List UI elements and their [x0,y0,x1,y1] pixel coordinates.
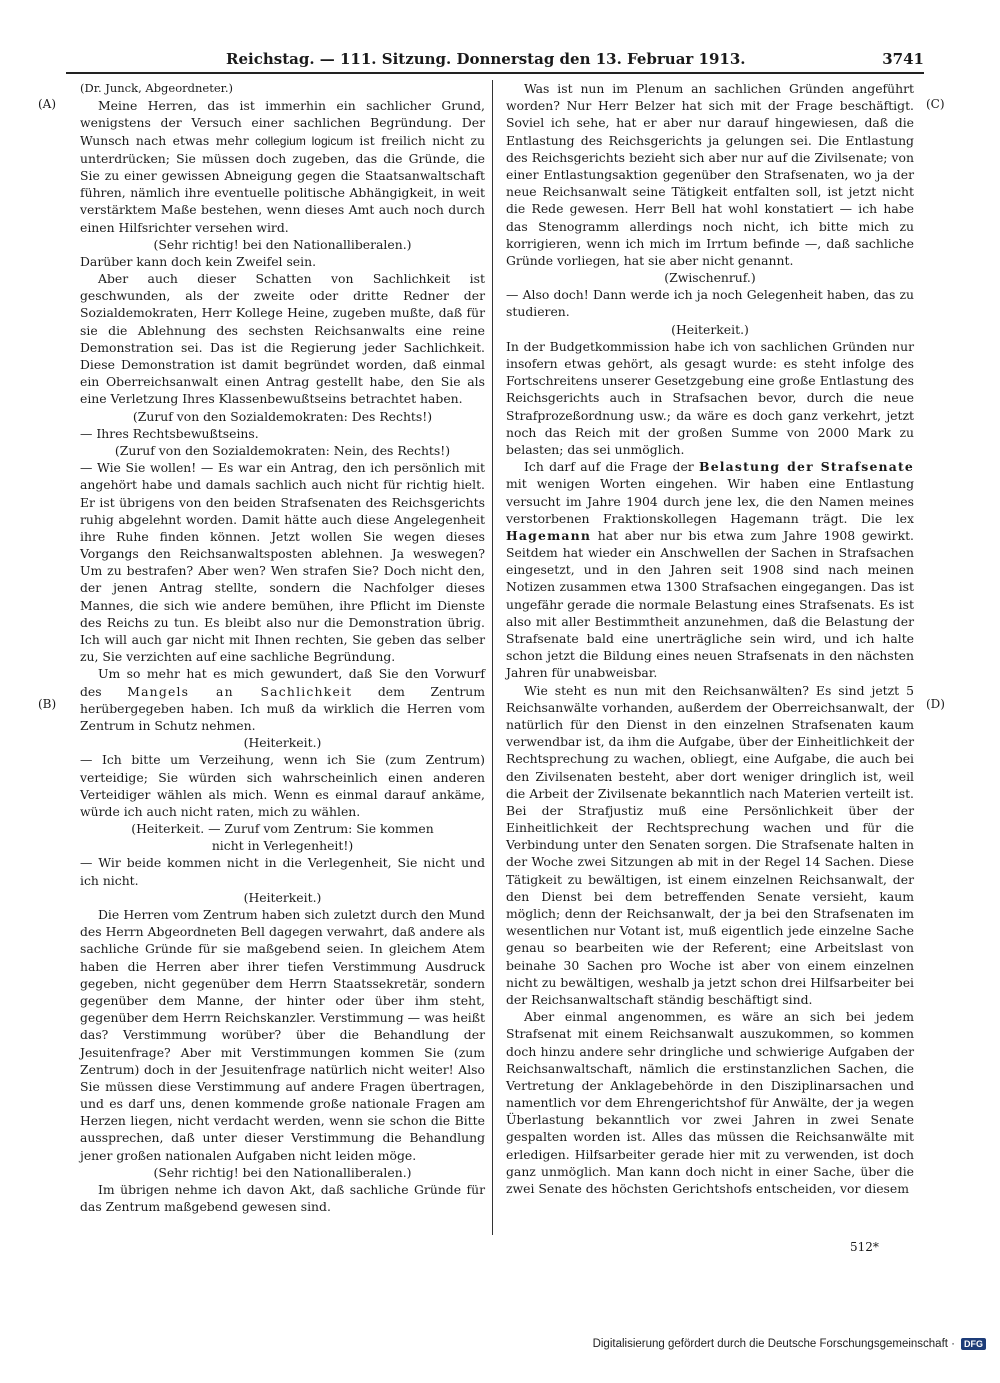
paragraph [80,97,485,236]
page-header [66,50,924,72]
dfg-logo-icon: DFG [961,1338,986,1350]
interjection: (Heiterkeit.) [671,321,749,337]
paragraph: — Wie Sie wollen! — Es war ein Antrag, den ich persönlich mit angehört habe und damals sachlich auch nicht für richtig hielt. Er ist übrigens von den beiden Strafsenaten des Reichsgerichts ruhig abgelehnt worden. Damit hätte auch diese Angelegenheit ihre Ruhe finden können. Jetzt wollen Sie wegen dieses Vorgangs den Reichsanwaltsposten ablehnen. Ja weswegen? Um zu bestrafen? Aber wen? Wen strafen Sie? Doch nicht den, der jenen Antrag stellte, sondern die Nachfolger dieses Mannes, die sich wie andere bemühen, ihre Pflicht im Dienste des Reichs zu tun. Es bleibt also nur die Demonstration übrig. Ich will auch gar nicht mit Ihnen rechten, Sie geben das selber zu, Sie verzichten auf eine sachliche Begründung. [80,460,485,665]
emphasis: Mangels an Sachlichkeit [127,683,353,699]
interjection: (Heiterkeit.) [243,889,322,905]
paragraph: Aber auch dieser Schatten von Sachlichkeit ist geschwunden, als der zweite oder dritte Redner der Sozialdemokraten, Herr Kollege Heine, zugeben mußte, daß für sie die Ablehnung des sechsten Reichsanwalts eine reine Demonstration sei. Das ist die Regierung jeder Sachlichkeit. Diese Demonstration ist damit begründet worden, daß einmal ein Oberreichsanwalt einen Antrag gestellt habe, den Sie als eine Verletzung Ihres Klassenbewußtseins betrachtet haben. [80,271,485,407]
paragraph [80,665,485,734]
speaker-line: (Dr. Junck, Abgeordneter.) [80,81,234,95]
column-divider [492,80,493,1235]
paragraph: — Also doch! Dann werde ich ja noch Gelegenheit haben, das zu studieren. [506,287,914,320]
paragraph: Aber einmal angenommen, es wäre an sich bei jedem Strafsenat mit einem Reichsanwalt auszukommen, so kommen doch hinzu andere sehr dringliche und schwierige Aufgaben der Reichsanwaltschaft, nämlich die erstinstanzlichen Sachen, die Vertretung der Anklagebehörde in den Disziplinarsachen und namentlich vor dem Ehrengerichtshof für Anwälte, der ja wegen Überlastung bekanntlich vor zwei Jahren in zwei Senate gespalten worden ist. Alles das müssen die Reichsanwälte mit erledigen. Hilfsarbeiter gerade hier mit zu verwenden, ist doch ganz unmöglich. Man kann doch nicht in einer Sache, über die zwei Senate des höchsten Gerichtshofs entscheiden, vor diesem [506,1009,914,1196]
interjection: (Heiterkeit. — Zuruf vom Zentrum: Sie kommen [131,821,434,837]
latin-phrase: collegium logicum [255,133,353,148]
text-run: Um so mehr hat es mich gewundert, daß Sie den Vorwurf des [80,666,485,699]
header-rule [66,72,924,74]
text-run: mit wenigen Worten eingehen. Wir haben eine Entlastung versucht im Jahre 1904 durch jene lex, die den Namen meines verstorbenen Fraktionskollegen Hagemann trägt. Die lex [506,476,914,526]
paragraph: — Ich bitte um Verzeihung, wenn ich Sie (zum Zentrum) verteidige; Sie würden sich wahrscheinlich einen anderen Verteidiger wählen als mich. Wenn es einmal darauf ankäme, würde ich auch nicht raten, mich zu wählen. [80,752,485,819]
footer-text: Digitalisierung gefördert durch die Deutsche Forschungsgemeinschaft · [592,1338,955,1350]
text-run: ist freilich nicht zu unterdrücken; Sie müssen doch zugeben, das die Gründe, die Sie zu einer gewissen Abneigung gegen die Staatsanwaltschaft führen, nämlich ihre eventuelle politische Abhängigkeit, in weit verstärktem Maße bestehen, wenn dieses Amt auch noch durch einen Hilfsrichter versehen wird. [80,132,486,235]
paragraph: In der Budgetkommission habe ich von sachlichen Gründen nur insofern etwas gehört, als gesagt wurde: es steht infolge des Fortschreitens unserer Gesetzgebung eine große Entlastung des Reichsgerichts auch in Strafsachen bevor, durch die neue Strafprozeßordnung usw.; da wäre es doch ganz verkehrt, jetzt noch das Reich mit der großen Summe von 2000 Mark zu belasten; das sei unmöglich. [506,338,914,457]
margin-mark-d: (D) [926,697,945,711]
text-run: hat aber nur bis etwa zum Jahre 1908 gewirkt. Seitdem hat wieder ein Anschwellen der Sachen in Strafsachen eingesetzt, und in den Jahren seit 1908 sind nach meinen Notizen zusammen etwa 1300 Strafsachen eingegangen. Das ist ungefähr gerade die normale Belastung eines Strafsenats. Es ist also mit aller Bestimmtheit anzunehmen, daß die Belastung der Strafsenate bald eine unerträgliche sein wird, und ich halte schon jetzt die Bildung eines neuen Strafsenats in den nächsten Jahren für unabweisbar. [506,527,914,681]
margin-mark-a: (A) [38,97,57,111]
text-run: dem Zentrum herübergegeben haben. Ich muß da wirklich die Herren vom Zentrum in Schutz nehmen. [80,683,485,733]
page-number: 3741 [882,50,924,68]
paragraph: Darüber kann doch kein Zweifel sein. [80,253,317,269]
interjection: (Zuruf von den Sozialdemokraten: Des Rechts!) [132,408,433,424]
interjection: (Zwischenruf.) [664,270,756,286]
right-column [506,80,914,1197]
margin-mark-b: (B) [38,697,57,711]
paragraph: Die Herren vom Zentrum haben sich zuletzt durch den Mund des Herrn Abgeordneten Bell dagegen verwahrt, daß andere als sachliche Gründe für sie maßgebend seien. In gleichem Atem haben die Herren aber ihrer tiefen Verstimmung Ausdruck gegeben, nicht gegenüber dem Herrn Staatssekretär, sondern gegenüber dem Manne, der hinter oder über ihm steht, gegenüber dem Herrn Reichskanzler. Verstimmung — was heißt das? Verstimmung worüber? über die Behandlung der Jesuitenfrage? Aber mit Verstimmungen kommen Sie (zum Zentrum) doch in der Jesuitenfrage natürlich nicht weiter! Also Sie müssen diese Verstimmung auf andere Fragen übertragen, und es darf uns, denen kommende große nationale Fragen am Herzen liegen, nicht verdacht werden, wenn sie schon die Bitte aussprechen, daß unter dieser Verstimmung die Behandlung jener großen nationalen Aufgaben nicht leiden möge. [80,907,485,1163]
interjection: (Sehr richtig! bei den Nationalliberalen.) [153,1164,412,1180]
paragraph: — Ihres Rechtsbewußtseins. [80,425,259,441]
margin-mark-c: (C) [926,97,945,111]
paragraph: Wie steht es nun mit den Reichsanwälten? Es sind jetzt 5 Reichsanwälte vorhanden, außerdem der Oberreichsanwalt, der natürlich für den Dienst in den einzelnen Strafsenaten kaum verwendbar ist, da ihm die Aufgabe, über der Einheitlichkeit der Rechtsprechung zu wachen, obliegt, eine Aufgabe, die auch bei den Zivilsenaten besteht, aber dort weniger dringlich ist, weil die Arbeit der Zivilsenate bekanntlich nach Materien verteilt ist. Bei der Strafjustiz muß eine Persönlichkeit über der Einheitlichkeit der Rechtsprechung wachen und für die Verbindung unter den Senaten sorgen. Die Strafsenate halten in der Woche zwei Sitzungen ab mit in der Regel 14 Sachen. Diese Tätigkeit zu bewältigen, ist einem einzelnen Reichsanwalt, der den Dienst bei dem betreffenden Senate versieht, kaum möglich; denn der Reichsanwalt, der ja bei den Strafsenaten im wesentlichen nur Votant ist, muß eigentlich jede einzelne Sache genau so bearbeiten wie der Referent; eine Arbeitslast von beinahe 30 Sachen pro Woche ist aber von einem einzelnen nicht zu bewältigen, weshalb ja jetzt schon drei Hilfsarbeiter bei der Reichsanwaltschaft ständig beschäftigt sind. [506,682,914,1007]
left-column [80,80,485,1215]
interjection: (Sehr richtig! bei den Nationalliberalen.) [153,236,412,252]
footer [593,1338,986,1350]
interjection: nicht in Verlegenheit!) [211,838,354,854]
paragraph: Was ist nun im Plenum an sachlichen Gründen angeführt worden? Nur Herr Belzer hat sich mit der Frage beschäftigt. Soviel ich sehe, hat er aber nur darauf hingewiesen, daß die Entlastung des Reichsgerichts ja gelungen sei. Die Entlastung des Reichsgerichts bezieht sich aber nur auf die Zivilsenate; von einer Entlastungsaktion gegenüber den Strafsenaten, wo ja der neue Reichsanwalt seine Tätigkeit entfalten soll, ist jetzt nicht die Rede gewesen. Herr Bell hat wohl konstatiert — ich habe das Stenogramm allerdings noch nicht, ich bitte mich zu korrigieren, wenn ich mich im Irrtum befinde —, daß sachliche Gründe vorliegen, hat sie aber nicht genannt. [506,81,914,268]
paragraph: — Wir beide kommen nicht in die Verlegenheit, Sie nicht und ich nicht. [80,855,485,888]
text-run: Meine Herren, das ist immerhin ein sachlicher Grund, wenigstens der Versuch einer sachlichen Begründung. Der Wunsch nach etwas mehr [80,98,485,148]
emphasis: Belastung der Strafsenate [699,459,914,475]
paragraph: Im übrigen nehme ich davon Akt, daß sachliche Gründe für das Zentrum maßgebend gewesen sind. [80,1182,485,1215]
page-title: Reichstag. — 111. Sitzung. Donnerstag den 13. Februar 1913. [226,50,746,68]
text-run: Ich darf auf die Frage der [524,459,700,475]
interjection: (Heiterkeit.) [243,735,322,751]
interjection: (Zuruf von den Sozialdemokraten: Nein, des Rechts!) [114,442,451,458]
emphasis: Hagemann [506,527,592,543]
signature-mark: 512* [850,1240,879,1254]
paragraph [506,458,914,681]
